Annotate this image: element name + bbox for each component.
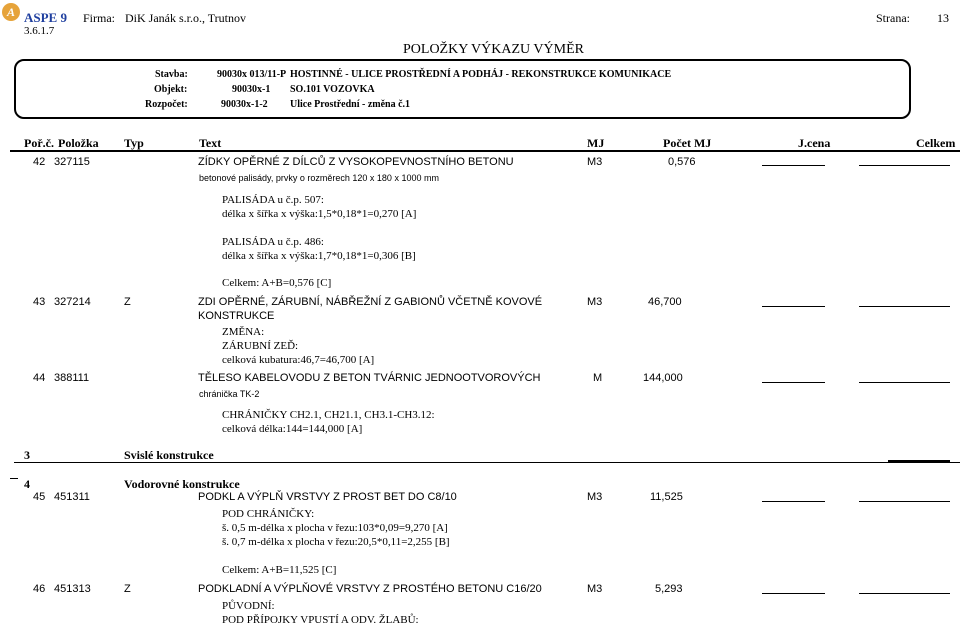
item-text-cont: KONSTRUKCE: [198, 310, 275, 322]
section-divider: [14, 462, 960, 463]
calc-line: délka x šířka x výška:1,5*0,18*1=0,270 [A]: [222, 208, 417, 220]
rozpocet-label: Rozpočet:: [145, 99, 188, 110]
item-code: 388111: [54, 372, 90, 384]
item-mj: M: [593, 372, 603, 384]
col-text: Text: [199, 136, 222, 150]
unit-price-blank: [762, 593, 825, 594]
section-name: Vodorovné konstrukce: [124, 477, 240, 491]
firm-value: DiK Janák s.r.o., Trutnov: [125, 11, 247, 25]
item-code: 327214: [54, 296, 91, 308]
total-blank: [859, 593, 950, 594]
objekt-label: Objekt:: [154, 84, 188, 95]
item-qty: 144,000: [643, 372, 683, 384]
item-qty: 46,700: [648, 296, 682, 308]
section-name: Svislé konstrukce: [124, 448, 214, 462]
item-note: chránička TK-2: [199, 389, 260, 399]
page-label: Strana:: [876, 11, 910, 25]
calc-line: CHRÁNIČKY CH2.1, CH21.1, CH3.1-CH3.12:: [222, 409, 435, 421]
item-mj: M3: [587, 491, 603, 503]
stavba-name: HOSTINNÉ - ULICE PROSTŘEDNÍ A PODHÁJ - REKONSTRUKCE KOMUNIKACE: [290, 69, 672, 80]
col-mj: MJ: [587, 136, 605, 150]
item-typ: Z: [124, 583, 131, 595]
section-total-blank: [888, 460, 950, 462]
objekt-code: 90030x-1: [232, 84, 271, 95]
unit-price-blank: [762, 501, 825, 502]
calc-line: ZÁRUBNÍ ZEĎ:: [222, 340, 299, 352]
unit-price-blank: [762, 165, 825, 166]
section-num: 4: [24, 477, 30, 491]
calc-line: Celkem: A+B=0,576 [C]: [222, 277, 332, 289]
stavba-label: Stavba:: [155, 69, 188, 80]
col-typ: Typ: [124, 136, 144, 150]
calc-line: celková délka:144=144,000 [A]: [222, 423, 363, 435]
item-text: ZÍDKY OPĚRNÉ Z DÍLCŮ Z VYSOKOPEVNOSTNÍHO BETONU: [198, 156, 514, 168]
col-polozka: Položka: [58, 136, 99, 150]
item-qty: 5,293: [655, 583, 683, 595]
col-por: Poř.č.: [24, 136, 54, 150]
section-marker: [10, 478, 18, 479]
item-text: TĚLESO KABELOVODU Z BETON TVÁRNIC JEDNOOTVOROVÝCH: [198, 372, 541, 384]
item-code: 451313: [54, 583, 91, 595]
app-version: 3.6.1.7: [24, 25, 55, 37]
item-qty: 0,576: [668, 156, 696, 168]
rozpocet-code: 90030x-1-2: [221, 99, 268, 110]
item-num: 45: [33, 491, 46, 503]
item-num: 42: [33, 156, 46, 168]
total-blank: [859, 165, 950, 166]
calc-line: POD CHRÁNIČKY:: [222, 508, 315, 520]
calc-line: délka x šířka x výška:1,7*0,18*1=0,306 [B]: [222, 250, 416, 262]
calc-line: PALISÁDA u č.p. 486:: [222, 236, 324, 248]
total-blank: [859, 306, 950, 307]
aspe-logo: A: [2, 3, 20, 21]
item-code: 451311: [54, 491, 90, 503]
firm-label: Firma:: [83, 11, 115, 25]
stavba-code: 90030x 013/11-P: [217, 69, 287, 80]
page-title: POLOŽKY VÝKAZU VÝMĚR: [403, 42, 584, 57]
col-celkem: Celkem: [916, 136, 956, 150]
item-text: PODKLADNÍ A VÝPLŇOVÉ VRSTVY Z PROSTÉHO BETONU C16/20: [198, 583, 542, 595]
unit-price-blank: [762, 306, 825, 307]
objekt-name: SO.101 VOZOVKA: [290, 84, 375, 95]
col-pocet: Počet MJ: [663, 136, 712, 150]
header-divider: [10, 150, 960, 152]
calc-line: Celkem: A+B=11,525 [C]: [222, 564, 337, 576]
item-num: 46: [33, 583, 46, 595]
calc-line: PALISÁDA u č.p. 507:: [222, 194, 324, 206]
item-text: ZDI OPĚRNÉ, ZÁRUBNÍ, NÁBŘEŽNÍ Z GABIONŮ VČETNĚ KOVOVÉ: [198, 296, 543, 308]
calc-line: celková kubatura:46,7=46,700 [A]: [222, 354, 375, 366]
calc-line: š. 0,5 m-délka x plocha v řezu:103*0,09=9,270 [A]: [222, 522, 448, 534]
total-blank: [859, 382, 950, 383]
item-mj: M3: [587, 156, 603, 168]
calc-line: ZMĚNA:: [222, 326, 265, 338]
calc-line: š. 0,7 m-délka x plocha v řezu:20,5*0,11=2,255 [B]: [222, 536, 450, 548]
item-mj: M3: [587, 296, 603, 308]
unit-price-blank: [762, 382, 825, 383]
item-mj: M3: [587, 583, 603, 595]
item-text: PODKL A VÝPLŇ VRSTVY Z PROST BET DO C8/10: [198, 491, 457, 503]
rozpocet-name: Ulice Prostřední - změna č.1: [290, 99, 411, 110]
header-box: [14, 59, 911, 119]
app-name: ASPE 9: [24, 10, 67, 25]
total-blank: [859, 501, 950, 502]
calc-line: PŮVODNÍ:: [222, 600, 275, 612]
section-num: 3: [24, 448, 30, 462]
item-code: 327115: [54, 156, 90, 168]
item-typ: Z: [124, 296, 131, 308]
item-qty: 11,525: [650, 491, 683, 503]
calc-line: POD PŘÍPOJKY VPUSTÍ A ODV. ŽLABŮ:: [222, 614, 419, 626]
page-number: 13: [937, 11, 949, 25]
item-num: 43: [33, 296, 46, 308]
col-jcena: J.cena: [798, 136, 831, 150]
item-note: betonové palisády, prvky o rozměrech 120 x 180 x 1000 mm: [199, 173, 439, 183]
item-num: 44: [33, 372, 46, 384]
